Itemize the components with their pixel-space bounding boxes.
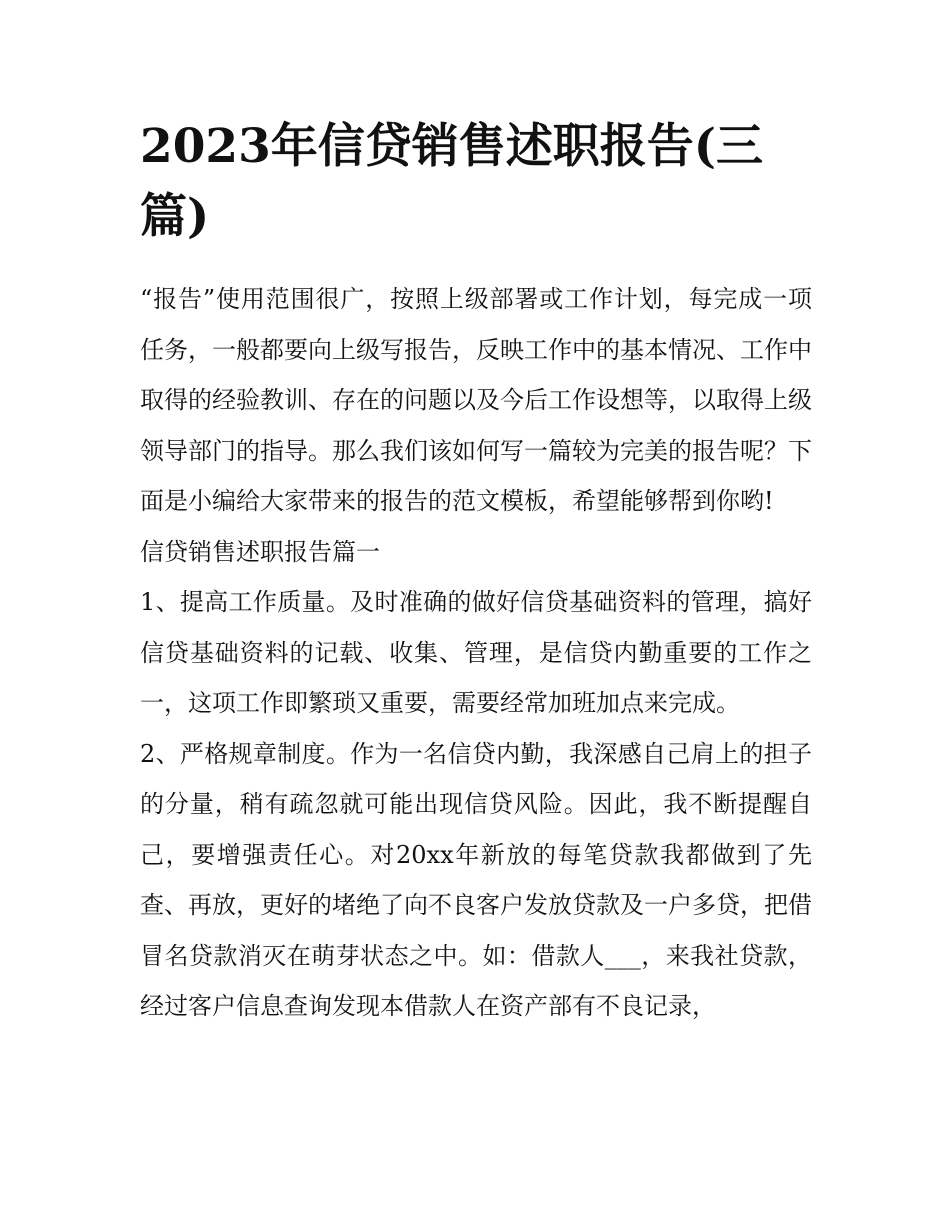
section-heading: 信贷销售述职报告篇一 xyxy=(140,537,380,566)
body-paragraph-2: 2、严格规章制度。作为一名信贷内勤，我深感自己肩上的担子的分量，稍有疏忽就可能出现信贷风险。因此，我不断提醒自己，要增强责任心。对20xx年新放的每笔贷款我都做到了先查、再放，更好的堵绝了向不良客户发放贷款及一户多贷，把借冒名贷款消灭在萌芽状态之中。如：借款人___，来我社贷款，经过客户信息查询发现本借款人在资产部有不良记录， xyxy=(140,739,812,1020)
body-paragraph-1: 1、提高工作质量。及时准确的做好信贷基础资料的管理，搞好信贷基础资料的记载、收集、管理，是信贷内勤重要的工作之一，这项工作即繁琐又重要，需要经常加班加点来完成。 xyxy=(140,588,812,717)
document-body xyxy=(140,112,812,1032)
intro-paragraph: “报告”使用范围很广，按照上级部署或工作计划，每完成一项任务，一般都要向上级写报告，反映工作中的基本情况、工作中取得的经验教训、存在的问题以及今后工作设想等，以取得上级领导部门的指导。那么我们该如何写一篇较为完美的报告呢？下面是小编给大家带来的报告的范文模板，希望能够帮到你哟! xyxy=(140,285,812,515)
document-title: 2023年信贷销售述职报告(三篇) xyxy=(140,119,764,244)
